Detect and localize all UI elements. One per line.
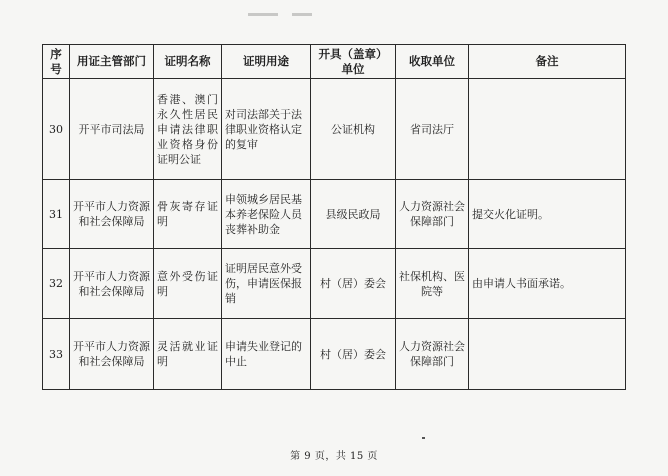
header-cell: 开具（盖章）单位	[311, 45, 396, 79]
header-cell: 证明用途	[222, 45, 311, 79]
certificate-name-cell: 香港、澳门永久性居民申请法律职业资格身份证明公证	[154, 79, 222, 180]
receiver-cell: 省司法厅	[396, 79, 469, 180]
page-number: 第 9 页，共 15 页	[290, 451, 378, 462]
issuer-cell: 县级民政局	[311, 180, 396, 249]
remark-cell	[469, 79, 626, 180]
scan-artifact	[292, 13, 312, 16]
header-cell: 收取单位	[396, 45, 469, 79]
dept-cell: 开平市人力资源和社会保障局	[70, 249, 154, 319]
row-number: 33	[43, 319, 70, 390]
certificate-table	[42, 44, 626, 390]
row-number: 31	[43, 180, 70, 249]
receiver-cell: 人力资源社会保障部门	[396, 319, 469, 390]
receiver-cell: 社保机构、医院等	[396, 249, 469, 319]
table-row	[43, 180, 626, 249]
table-row	[43, 79, 626, 180]
remark-cell	[469, 319, 626, 390]
remark-cell: 由申请人书面承诺。	[469, 249, 626, 319]
table-header-row	[43, 45, 626, 79]
dept-cell: 开平市人力资源和社会保障局	[70, 319, 154, 390]
header-cell: 证明名称	[154, 45, 222, 79]
issuer-cell: 村（居）委会	[311, 249, 396, 319]
row-number: 30	[43, 79, 70, 180]
table-row	[43, 319, 626, 390]
remark-cell: 提交火化证明。	[469, 180, 626, 249]
table-row	[43, 249, 626, 319]
dept-cell: 开平市人力资源和社会保障局	[70, 180, 154, 249]
issuer-cell: 村（居）委会	[311, 319, 396, 390]
header-cell: 序号	[43, 45, 70, 79]
usage-cell: 申请失业登记的中止	[222, 319, 311, 390]
issuer-cell: 公证机构	[311, 79, 396, 180]
header-cell: 备注	[469, 45, 626, 79]
usage-cell: 对司法部关于法律职业资格认定的复审	[222, 79, 311, 180]
row-number: 32	[43, 249, 70, 319]
certificate-name-cell: 灵活就业证明	[154, 319, 222, 390]
usage-cell: 申领城乡居民基本养老保险人员丧葬补助金	[222, 180, 311, 249]
certificate-name-cell: 意外受伤证明	[154, 249, 222, 319]
certificate-name-cell: 骨灰寄存证明	[154, 180, 222, 249]
scan-artifact	[248, 13, 278, 16]
dept-cell: 开平市司法局	[70, 79, 154, 180]
receiver-cell: 人力资源社会保障部门	[396, 180, 469, 249]
usage-cell: 证明居民意外受伤，申请医保报销	[222, 249, 311, 319]
header-cell: 用证主管部门	[70, 45, 154, 79]
scan-artifact	[422, 437, 425, 439]
